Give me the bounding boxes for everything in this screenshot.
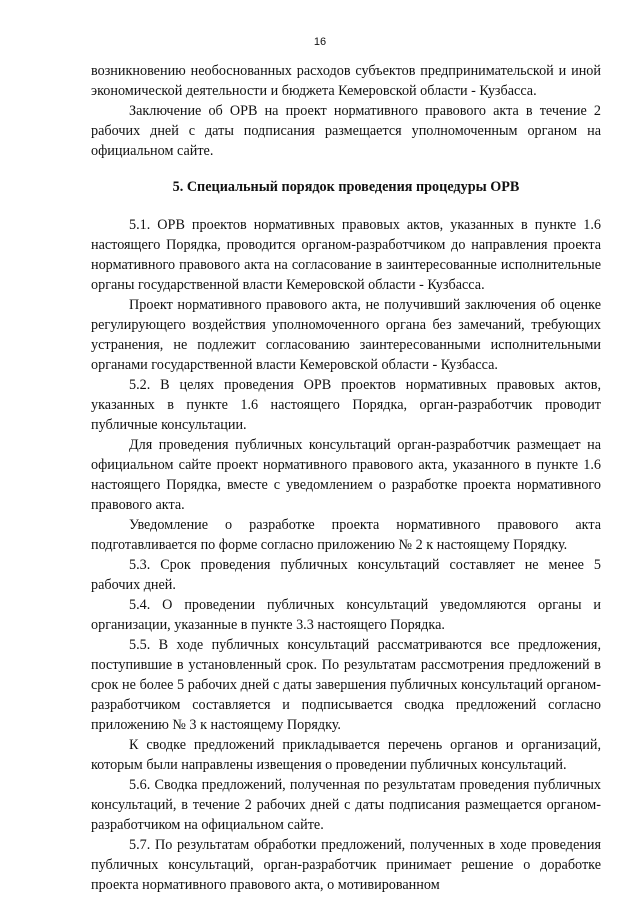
paragraph-continuation: возникновению необоснованных расходов субъектов предпринимательской и иной экономической деятельности и бюджета Кемеровской области - Кузбасса. [91,63,601,99]
paragraph-orv-conclusion: Заключение об ОРВ на проект нормативного правового акта в течение 2 рабочих дней с даты подписания размещается уполномоченным органом на официальном сайте. [91,103,601,159]
paragraph-5-7: 5.7. По результатам обработки предложений, полученных в ходе проведения публичных консультаций, орган-разработчик принимает решение о доработке проекта нормативного правового акта, о мотивированном [91,837,601,893]
paragraph-5-5: 5.5. В ходе публичных консультаций рассматриваются все предложения, поступившие в установленный срок. По результатам рассмотрения предложений в срок не более 5 рабочих дней с даты завершения публичных консультаций органом-разработчиком составляется и подписывается сводка предложений согласно приложению № 3 к настоящему Порядку. [91,637,601,733]
paragraph-5-2: 5.2. В целях проведения ОРВ проектов нормативных правовых актов, указанных в пункте 1.6 настоящего Порядка, орган-разработчик проводит публичные консультации. [91,377,601,433]
paragraph-5-1-note: Проект нормативного правового акта, не получивший заключения об оценке регулирующего воздействия уполномоченного органа без замечаний, требующих устранения, не подлежит согласованию заинтересованными исполнительными органами государственной власти Кемеровской области - Кузбасса. [91,297,601,373]
paragraph-5-3: 5.3. Срок проведения публичных консультаций составляет не менее 5 рабочих дней. [91,557,601,593]
document-body [91,61,601,895]
section-heading: 5. Специальный порядок проведения процедуры ОРВ [172,179,520,195]
paragraph-5-6: 5.6. Сводка предложений, полученная по результатам проведения публичных консультаций, в течение 2 рабочих дней с даты подписания размещается органом-разработчиком на официальном сайте. [91,777,601,833]
paragraph-5-2-notice-form: Уведомление о разработке проекта нормативного правового акта подготавливается по форме согласно приложению № 2 к настоящему Порядку. [91,517,601,553]
page-number: 16 [313,36,327,48]
paragraph-5-5-attachment: К сводке предложений прикладывается перечень органов и организаций, которым были направлены извещения о проведении публичных консультаций. [91,737,601,773]
paragraph-5-1: 5.1. ОРВ проектов нормативных правовых актов, указанных в пункте 1.6 настоящего Порядка, проводится органом-разработчиком до направления проекта нормативного правового акта на согласование в заинтересованные исполнительные органы государственной власти Кемеровской области - Кузбасса. [91,217,601,293]
paragraph-5-2-publication: Для проведения публичных консультаций орган-разработчик размещает на официальном сайте проект нормативного правового акта, указанного в пункте 1.6 настоящего Порядка, вместе с уведомлением о разработке проекта нормативного правового акта. [91,437,601,513]
paragraph-5-4: 5.4. О проведении публичных консультаций уведомляются органы и организации, указанные в пункте 3.3 настоящего Порядка. [91,597,601,633]
